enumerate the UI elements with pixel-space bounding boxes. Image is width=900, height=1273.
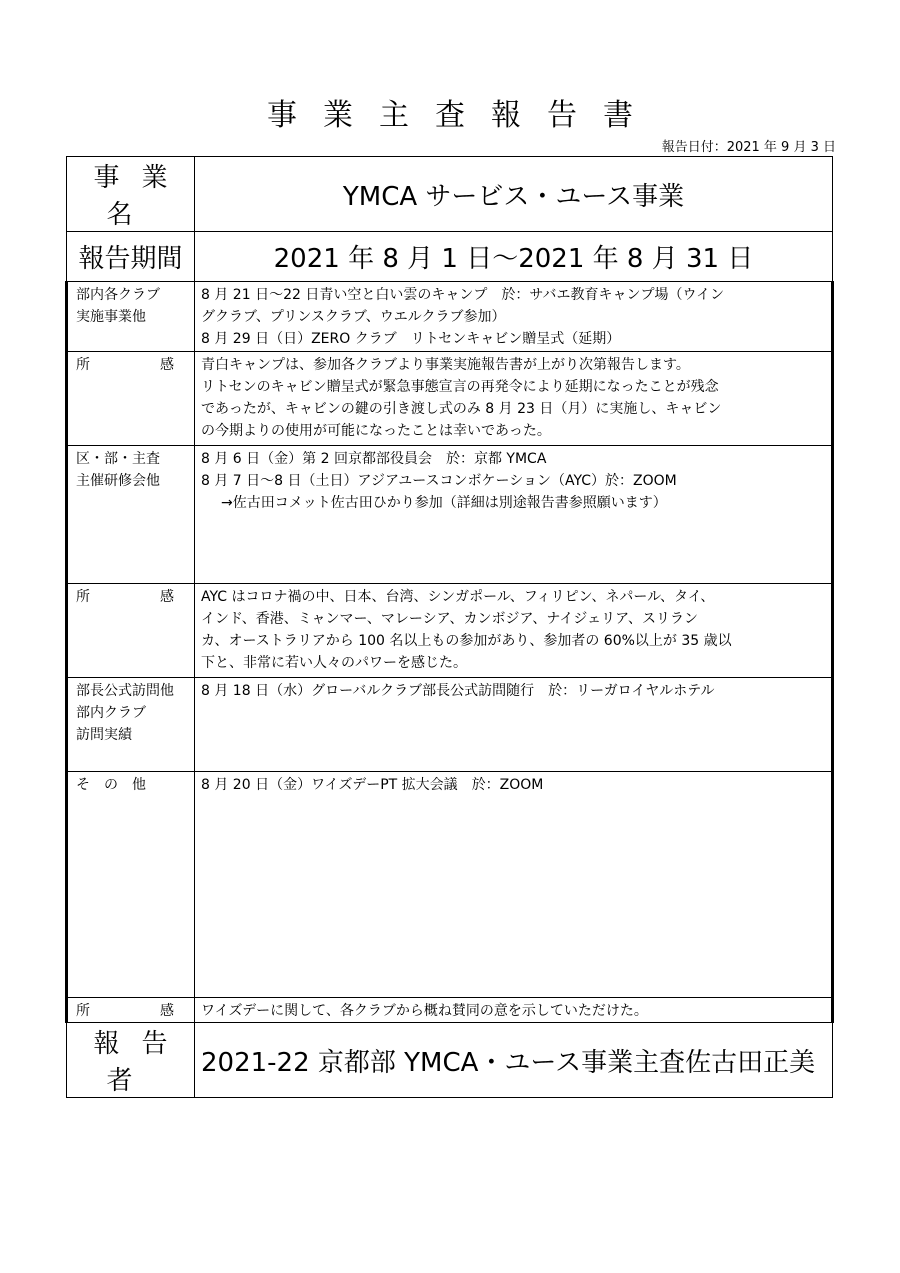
content-line: カ、オーストラリアから 100 名以上もの参加があり、参加者の 60%以上が 35 歳以 [201,633,732,649]
label-line: 訪問実績 [76,727,132,743]
section-label [67,998,195,1023]
label-line: 部長公式訪問他 [76,683,174,699]
content-line: 8 月 20 日（金）ワイズデーPT 拡大会議 於：ZOOM [201,777,544,793]
section-content [195,772,833,998]
content-line: 下と、非常に若い人々のパワーを感じた。 [201,655,467,671]
report-date: 報告日付：2021 年 9 月 3 日 [661,140,836,155]
label-line: 所 感 [76,1003,174,1019]
document-title: 事業主査報告書 [267,98,659,133]
content-line: →佐古田コメット佐古田ひかり参加（詳細は別途報告書参照願います） [221,495,667,511]
label-line: 主催研修会他 [76,473,160,489]
section-training [67,446,833,584]
section-label [67,678,195,772]
period-label: 報告期間 [67,232,195,282]
content-line: 8 月 21 日～22 日青い空と白い雲のキャンプ 於：サバエ教育キャンプ場（ウイン [201,287,725,303]
content-line: インド、香港、ミャンマー、マレーシア、カンボジア、ナイジェリア、スリラン [201,611,698,627]
section-other [67,772,833,998]
content-line: 8 月 6 日（金）第 2 回京都部役員会 於：京都 YMCA [201,451,547,467]
period-row [67,232,833,282]
section-label [67,282,195,352]
section-impressions-2 [67,584,833,678]
section-content [195,352,833,446]
content-line: リトセンのキャビン贈呈式が緊急事態宣言の再発令により延期になったことが残念 [201,379,719,395]
project-row [67,157,833,232]
label-line: 所 感 [76,589,174,605]
section-impressions-1 [67,352,833,446]
content-line: 青白キャンプは、参加各クラブより事業実施報告書が上がり次第報告します。 [201,357,690,373]
content-line: ワイズデーに関して、各クラブから概ね賛同の意を示していただけた。 [201,1003,648,1019]
label-line: 区・部・主査 [76,451,160,467]
project-value: YMCA サービス・ユース事業 [195,157,833,232]
section-content [195,678,833,772]
section-label [67,772,195,998]
label-line: 部内各クラブ [76,287,160,303]
section-content [195,446,833,584]
label-line: 実施事業他 [76,309,146,325]
section-label [67,352,195,446]
section-content [195,998,833,1023]
section-content [195,584,833,678]
content-line: の今期よりの使用が可能になったことは幸いであった。 [201,423,551,439]
label-line: 所 感 [76,357,174,373]
reporter-value: 2021-22 京都部 YMCA・ユース事業主査佐古田正美 [195,1023,833,1098]
section-club-events [67,282,833,352]
content-line: 8 月 29 日（日）ZERO クラブ リトセンキャビン贈呈式（延期） [201,331,621,347]
content-line: 8 月 7 日～8 日（土日）アジアユースコンボケーション（AYC）於：ZOOM [201,473,677,489]
section-impressions-3 [67,998,833,1023]
content-line: であったが、キャビンの鍵の引き渡し式のみ 8 月 23 日（月）に実施し、キャビン [201,401,722,417]
section-visits [67,678,833,772]
content-line: グクラブ、プリンスクラブ、ウエルクラブ参加） [201,309,506,325]
report-table [65,156,834,1098]
reporter-row [67,1023,833,1098]
content-line: 8 月 18 日（水）グローバルクラブ部長公式訪問随行 於：リーガロイヤルホテル [201,683,715,699]
reporter-label: 報告者 [67,1023,195,1098]
content-line: AYC はコロナ禍の中、日本、台湾、シンガポール、フィリピン、ネパール、タイ、 [201,589,715,605]
section-content [195,282,833,352]
label-line: 部内クラブ [76,705,146,721]
label-line: そ の 他 [76,777,146,793]
project-label: 事業名 [67,157,195,232]
section-label [67,446,195,584]
period-value: 2021 年 8 月 1 日～2021 年 8 月 31 日 [195,232,833,282]
section-label [67,584,195,678]
